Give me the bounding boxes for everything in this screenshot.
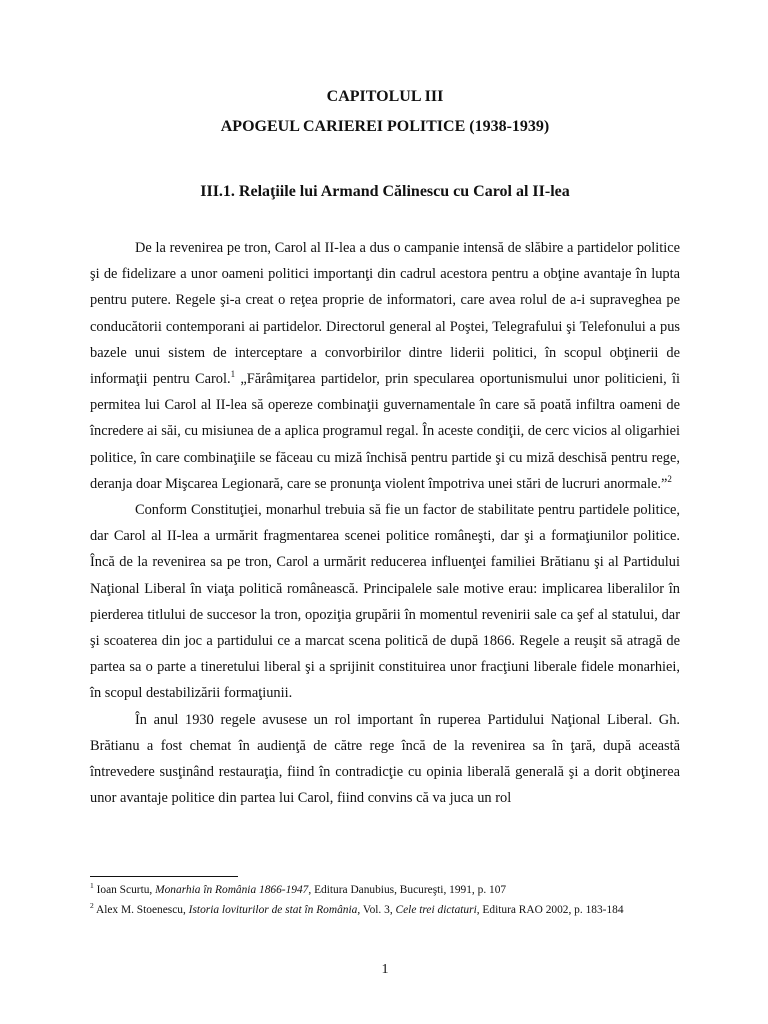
footnote-ref-1: 1 [230,369,236,380]
footnote-1-title: Monarhia în România 1866-1947 [155,884,309,896]
footnote-ref-2: 2 [667,474,672,485]
paragraph-1-text-b: „Fărâmiţarea partidelor, prin specularea oportunismului unor politicieni, îi permitea lui Carol al II-lea să opereze combinaţii guvernamentale în care să poată infiltra oameni de încredere ai săi, cu misiunea de a aplica programul regal. În aceste condiţii, de cerc vicios al oligarhiei politice, în care combinaţiile se făceau cu miză închisă pentru partide şi cu miză deschisă pentru rege, deranja doar Mişcarea Legionară, care se pronunţa violent împotriva unei stări de lucruri anormale.” [90,371,680,492]
footnote-1-rest: , Editura Danubius, Bucureşti, 1991, p. 107 [308,884,507,896]
paragraph-1-text-a: De la revenirea pe tron, Carol al II-lea a dus o campanie intensă de slăbire a partidelor politice şi de fidelizare a unor oameni politici importanţi din cadrul acestora pentru a obţine avantaje în lupta pentru putere. Regele şi-a creat o reţea proprie de informatori, care avea rolul de a-i supraveghea pe conducătorii contemporani ai partidelor. Directorul general al Poştei, Telegrafului şi Telefonului a pus bazele unui sistem de interceptare a convorbirilor dintre liderii politici, în scopul obţinerii de informaţii pentru Carol. [90,240,680,388]
footnote-2-rest: , Editura RAO 2002, p. 183-184 [476,904,624,916]
footnote-1-number: 1 [90,881,94,891]
chapter-title: CAPITOLUL III [326,88,444,105]
paragraph-2: Conform Constituţiei, monarhul trebuia să fie un factor de stabilitate pentru partidele politice, dar Carol al II-lea a urmărit fragmentarea scenei politice româneşti, dar şi a formaţiunilor politice. Încă de la revenirea sa pe tron, Carol a urmărit reducerea influenţei familiei Brătianu şi al Partidului Naţional Liberal în viaţa politică românească. Principalele sale motive erau: implicarea liberalilor în pierderea titlului de succesor la tron, opoziţia grupării în momentul revenirii sale ca şef al statului, dar şi scoaterea din joc a partidului ce a marcat scena politică de după 1866. Regele a reuşit să atragă de partea sa o parte a tineretului liberal şi a sprijinit constituirea unor fracţiuni liberale fidele monarhiei, în scopul destabilizării formaţiunii. [90,502,680,702]
footnote-2-title: Istoria loviturilor de stat în România [188,904,358,916]
footnote-2 [90,900,680,920]
document-page [90,0,680,1024]
footnote-1 [90,880,680,900]
footnote-separator [90,876,238,877]
footnote-2-number: 2 [90,901,94,911]
footnote-2-mid: , Vol. 3, [357,904,396,916]
footnote-2-title2: Cele trei dictaturi [395,904,477,916]
footnote-2-author: Alex M. Stoenescu, [93,904,189,916]
footnotes [90,880,680,920]
footnote-1-author: Ioan Scurtu, [93,884,156,896]
paragraph-3: În anul 1930 regele avusese un rol important în ruperea Partidului Naţional Liberal. Gh. Brătianu a fost chemat în audienţă de către rege încă de la revenirea sa în ţară, după această întrevedere susţinând restauraţia, fiind în contradicţie cu opinia liberală generală şi a dorit obţinerea unor avantaje politice din partea lui Carol, fiind convins că va juca un rol [90,711,680,807]
page-number: 1 [381,962,389,977]
body-text [90,235,680,811]
section-title: III.1. Relaţiile lui Armand Călinescu cu Carol al II-lea [200,183,570,200]
paragraph-1 [90,235,680,497]
chapter-subtitle: APOGEUL CARIEREI POLITICE (1938-1939) [220,118,550,135]
